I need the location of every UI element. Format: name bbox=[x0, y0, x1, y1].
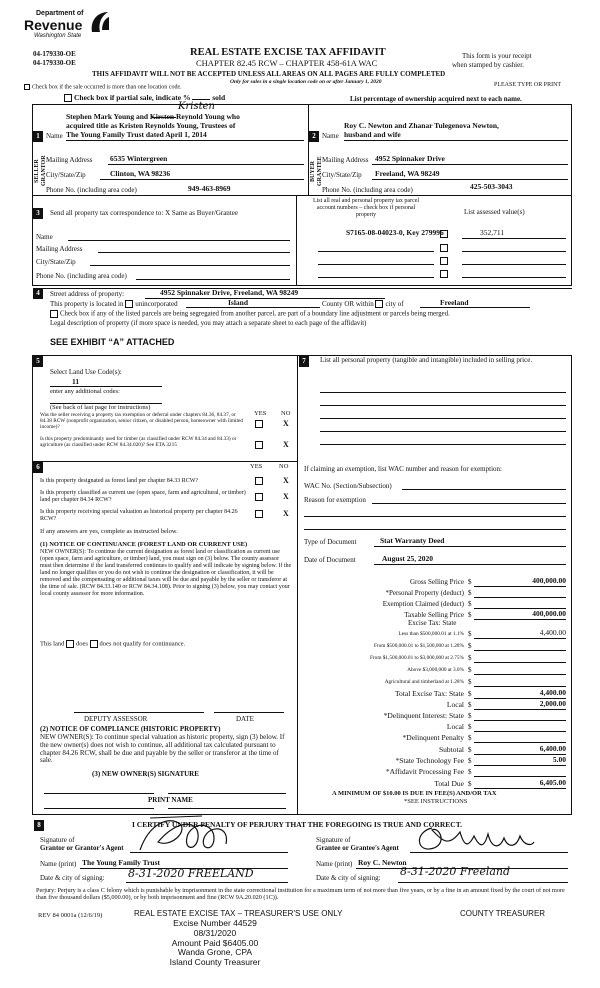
rev-number: REV 84 0001a (12/6/19) bbox=[38, 912, 103, 919]
seller-city-underline bbox=[100, 179, 304, 180]
seller-mailing-underline bbox=[108, 164, 304, 165]
bracket-underline bbox=[474, 662, 566, 663]
grantor-sig-label-1: Signature of bbox=[40, 836, 75, 844]
qualify-row: This land does does not qualify for continuance. bbox=[40, 640, 186, 648]
buyer-city[interactable]: Freeland, WA 98249 bbox=[375, 169, 440, 178]
street-label: Street address of property: bbox=[50, 290, 125, 298]
grantor-sig-label-2: Grantor or Grantor's Agent bbox=[40, 844, 124, 852]
sec6-q3-answer: X bbox=[283, 509, 289, 518]
city-underline bbox=[420, 307, 530, 308]
sec6-question-2: Is this property classified as current use (open space, farm and agricultural, or timber) land per chapter 84.34 RCW? bbox=[40, 490, 246, 503]
does-checkbox[interactable] bbox=[66, 640, 74, 648]
buyer-phone[interactable]: 425-503-3043 bbox=[470, 182, 513, 191]
bracket-label: Above $3,000,000 at 3.0% bbox=[407, 667, 464, 673]
sec6-q1-yes-box[interactable] bbox=[255, 477, 263, 485]
tax-row-dollar: $ bbox=[468, 600, 472, 608]
correspondence-city-label: City/State/Zip bbox=[36, 258, 76, 266]
seller-side-label: SELLER GRANTOR bbox=[34, 155, 47, 187]
section-number-5: 5 bbox=[33, 356, 43, 367]
county-label: County OR within city of bbox=[322, 300, 404, 308]
total-dollar: $ bbox=[468, 768, 472, 776]
buyer-name-line-2: husband and wife bbox=[344, 130, 401, 139]
grantor-name[interactable]: The Young Family Trust bbox=[82, 858, 160, 867]
land-use-label: Select Land Use Code(s): bbox=[50, 368, 122, 376]
total-underline bbox=[474, 742, 566, 743]
tax-row-dollar: $ bbox=[468, 611, 472, 619]
land-use-underline bbox=[50, 386, 162, 387]
personal-property-label: List all personal property (tangible and intangible) included in selling price. bbox=[320, 356, 533, 364]
county-underline bbox=[186, 307, 320, 308]
correspondence-city-field[interactable] bbox=[90, 265, 290, 266]
doh-logo bbox=[22, 10, 114, 44]
please-print: PLEASE TYPE OR PRINT bbox=[494, 82, 562, 88]
seller-phone[interactable]: 949-463-8969 bbox=[188, 184, 231, 193]
street-address[interactable]: 4952 Spinnaker Drive, Freeland, WA 98249 bbox=[160, 288, 299, 297]
street-underline bbox=[145, 298, 385, 299]
total-dollar: $ bbox=[468, 757, 472, 765]
total-label: Subtotal bbox=[438, 745, 464, 754]
partial-pct-field[interactable] bbox=[192, 99, 210, 100]
excise-state-label: Excise Tax: State bbox=[408, 619, 457, 627]
assessed-field-3[interactable] bbox=[462, 264, 566, 265]
list-pct-note: List percentage of ownership acquired next to each name. bbox=[350, 95, 522, 103]
stamp-line: 08/31/2020 bbox=[193, 927, 237, 938]
land-use-code[interactable]: 11 bbox=[72, 377, 80, 386]
section-number-1: 1 bbox=[33, 131, 43, 142]
logo-swoosh-icon bbox=[88, 10, 110, 34]
buyer-mailing-label: Mailing Address bbox=[322, 156, 369, 164]
total-value[interactable]: 2,000.00 bbox=[539, 699, 566, 708]
if-yes-note: If any answers are yes, complete as instructed below. bbox=[40, 528, 178, 535]
see-back-note: (See back of last page for instructions) bbox=[50, 404, 151, 411]
notice-2-title: (2) NOTICE OF COMPLIANCE (HISTORIC PROPERTY) bbox=[40, 725, 221, 733]
sec5-q2-answer: X bbox=[283, 440, 289, 449]
lower-divider bbox=[297, 355, 298, 815]
multi-location-check[interactable] bbox=[24, 84, 182, 91]
total-value[interactable]: 5.00 bbox=[552, 755, 566, 764]
print-name-field-2[interactable] bbox=[168, 808, 286, 809]
deputy-signature-field[interactable] bbox=[74, 712, 204, 713]
sec6-yes-header: YES bbox=[250, 463, 263, 470]
sec6-q2-answer: X bbox=[283, 492, 289, 501]
notice-1-title: (1) NOTICE OF CONTINUANCE (FOREST LAND OR CURRENT USE) bbox=[40, 541, 248, 548]
stamp-line: Island County Treasurer bbox=[169, 957, 261, 968]
bracket-dollar: $ bbox=[468, 678, 472, 686]
doc-type[interactable]: Stat Warranty Deed bbox=[380, 536, 445, 545]
buyer-name-label: Name bbox=[322, 132, 339, 140]
tax-row-dollar: $ bbox=[468, 589, 472, 597]
checkbox[interactable] bbox=[64, 94, 72, 102]
parcel-field-4[interactable] bbox=[318, 277, 434, 278]
segregate-checkbox[interactable] bbox=[50, 310, 58, 318]
county-name[interactable]: Island bbox=[228, 298, 249, 307]
bracket-dollar: $ bbox=[468, 666, 472, 674]
parcel-checkbox-1[interactable] bbox=[440, 230, 448, 238]
total-value[interactable]: 6,405.00 bbox=[539, 778, 566, 787]
receipt-note-1: This form is your receipt bbox=[462, 52, 532, 60]
sec6-q1-answer: X bbox=[283, 476, 289, 485]
deputy-assessor-label: DEPUTY ASSESSOR bbox=[84, 715, 148, 723]
wac-label: WAC No. (Section/Subsection) bbox=[304, 482, 392, 490]
city-name[interactable]: Freeland bbox=[440, 298, 469, 307]
sold-label: sold bbox=[212, 93, 226, 102]
parcel-checkbox-4[interactable] bbox=[440, 270, 448, 278]
total-value[interactable]: 6,400.00 bbox=[539, 744, 566, 753]
grantee-date-underline bbox=[398, 882, 568, 883]
checkbox[interactable] bbox=[24, 84, 30, 90]
bracket-label: Agricultural and timberland at 1.28% bbox=[384, 679, 464, 685]
buyer-mailing-underline bbox=[372, 164, 568, 165]
minimum-note: A MINIMUM OF $10.00 IS DUE IN FEE(S) AND/OR TAX bbox=[332, 790, 497, 797]
buyer-city-underline bbox=[372, 179, 568, 180]
assessed-header: List assessed value(s) bbox=[464, 208, 525, 216]
deputy-date-label: DATE bbox=[236, 715, 254, 723]
legal-description-label: Legal description of property (if more space is needed, you may attach a separate sheet to each page of the affidavit) bbox=[50, 320, 367, 327]
section-number-7: 7 bbox=[299, 356, 309, 367]
parcel-checkbox-3[interactable] bbox=[440, 257, 448, 265]
doc-date-underline bbox=[374, 564, 566, 565]
sec6-question-1: Is this property designated as forest land per chapter 84.33 RCW? bbox=[40, 478, 199, 484]
located-row: This property is located in unincorporated bbox=[50, 300, 178, 308]
total-underline bbox=[474, 720, 566, 721]
personal-property-line-5[interactable] bbox=[320, 444, 566, 445]
total-value[interactable]: 4,400.00 bbox=[539, 688, 566, 697]
seller-name-underline bbox=[66, 140, 304, 141]
total-label: *Delinquent Interest: State bbox=[383, 711, 464, 720]
tax-row-underline bbox=[474, 597, 566, 598]
buyer-side-label: BUYER GRANTEE bbox=[310, 156, 323, 186]
total-label: Total Excise Tax: State bbox=[394, 689, 464, 698]
seller-phone-label: Phone No. (including area code) bbox=[46, 186, 137, 194]
total-dollar: $ bbox=[468, 712, 472, 720]
deputy-date-field[interactable] bbox=[214, 712, 284, 713]
grantor-date-label: Date & city of signing: bbox=[40, 874, 105, 882]
seller-name-line-3: The Young Family Trust dated April 1, 2014 bbox=[66, 130, 207, 139]
bracket-label: Less than $500,000.01 at 1.1% bbox=[398, 631, 464, 637]
seller-city-label: City/State/Zip bbox=[46, 171, 86, 179]
sec5-yes-header: YES bbox=[254, 410, 267, 417]
tax-row-label: Gross Selling Price bbox=[409, 578, 464, 586]
form-number-2: 04-179330-OE bbox=[33, 59, 76, 67]
reason-label: Reason for exemption bbox=[304, 496, 366, 504]
doc-type-underline bbox=[374, 546, 566, 547]
seller-name-label: Name bbox=[46, 132, 63, 140]
assessed-value[interactable]: 352,711 bbox=[480, 228, 505, 237]
total-underline bbox=[474, 709, 566, 710]
grantee-signature-icon bbox=[408, 818, 548, 858]
bracket-underline bbox=[474, 638, 566, 639]
total-label: Total Due bbox=[434, 779, 464, 788]
sec6-no-header: NO bbox=[279, 463, 289, 470]
total-dollar: $ bbox=[468, 701, 472, 709]
section-divider bbox=[308, 104, 309, 196]
buyer-city-label: City/State/Zip bbox=[322, 171, 362, 179]
total-dollar: $ bbox=[468, 734, 472, 742]
bracket-label: From $1,500,000.01 to $3,000,000 at 2.75% bbox=[369, 655, 464, 661]
total-dollar: $ bbox=[468, 746, 472, 754]
personal-property-line-1[interactable] bbox=[320, 392, 566, 393]
print-name-field-1[interactable] bbox=[44, 808, 154, 809]
sec6-q2-yes-box[interactable] bbox=[255, 493, 263, 501]
form-warning: THIS AFFIDAVIT WILL NOT BE ACCEPTED UNLESS ALL AREAS ON ALL PAGES ARE FULLY COMPLETED bbox=[92, 70, 446, 78]
form-number-1: 04-179330-OE bbox=[33, 50, 76, 58]
correspondence-name-field[interactable] bbox=[68, 240, 290, 241]
assessed-field-2[interactable] bbox=[462, 251, 566, 252]
sec6-question-3: Is this property receiving special valuation as historical property per chapter 84.26 RCW? bbox=[40, 509, 238, 522]
total-underline bbox=[474, 776, 566, 777]
total-label: Local bbox=[446, 700, 464, 709]
sec5-question-2: Is this property predominantly used for timber (as classified under RCW 84.34 and 84.33) or agriculture (as classified under RCW 84.34.020)? See ETA 3215 bbox=[40, 436, 237, 449]
form-title: REAL ESTATE EXCISE TAX AFFIDAVIT bbox=[190, 47, 386, 58]
sec5-question-1: Was the seller receiving a property tax exemption or deferral under chapters 84.36, 84.37, or 84.38 RCW (nonprofit organization, senior citizen, or disabled person, homeowner with limited income)? bbox=[40, 412, 243, 431]
section-number-8: 8 bbox=[34, 820, 44, 831]
buyer-phone-label: Phone No. (including area code) bbox=[322, 186, 413, 194]
bracket-dollar: $ bbox=[468, 654, 472, 662]
grantee-name[interactable]: Roy C. Newton bbox=[358, 858, 407, 867]
grantee-sig-label-1: Signature of bbox=[316, 836, 351, 844]
receipt-note-2: when stamped by cashier. bbox=[452, 61, 524, 69]
reason-field-2[interactable] bbox=[304, 516, 566, 517]
bracket-underline bbox=[474, 674, 566, 675]
wac-field[interactable] bbox=[402, 489, 566, 490]
logo-state: Washington State bbox=[34, 33, 82, 39]
sales-note: Only for sales in a single location code on or after January 1, 2020 bbox=[230, 79, 382, 85]
new-owner-signature-field-1[interactable] bbox=[44, 793, 154, 794]
tax-row-label: Exemption Claimed (deduct) bbox=[382, 600, 464, 608]
sec5-q1-answer: X bbox=[283, 419, 289, 428]
personal-property-line-3[interactable] bbox=[320, 418, 566, 419]
section-3-divider bbox=[296, 196, 297, 286]
reason-field-3[interactable] bbox=[304, 529, 566, 530]
seller-name-line-1: Stephen Mark Young and Kirsten Reynold Young who bbox=[66, 112, 240, 121]
total-dollar: $ bbox=[468, 690, 472, 698]
correspondence-mailing-field[interactable] bbox=[98, 252, 290, 253]
correspondence-phone-label: Phone No. (including area code) bbox=[36, 272, 127, 280]
buyer-mailing[interactable]: 4952 Spinnaker Drive bbox=[375, 154, 445, 163]
bracket-dollar: $ bbox=[468, 642, 472, 650]
exhibit-note: SEE EXHIBIT “A” ATTACHED bbox=[50, 337, 175, 347]
grantee-date[interactable]: 8-31-2020 Freeland bbox=[400, 865, 511, 878]
grantor-date[interactable]: 8-31-2020 FREELAND bbox=[128, 867, 254, 880]
bracket-label: From $500,000.01 to $1,500,000 at 1.28% bbox=[373, 643, 464, 649]
multi-location-label: Check box if the sale occurred is more than one location code. bbox=[32, 84, 182, 91]
tax-row-label: Taxable Selling Price bbox=[404, 611, 464, 619]
bracket-underline bbox=[474, 686, 566, 687]
parcel-number[interactable]: S7165-08-04023-0, Key 279996 bbox=[346, 228, 444, 237]
notice-1-body: NEW OWNER(S): To continue the current designation as forest land or classification as current use (open space, farm and agriculture, or timber) land, you must sign on (3) below. The county assessor must then determine if the land transferred continues to qualify and will indicate by signing below. If the land no longer qualifies or you do not wish to continue the designation or classification, it will be removed and the compensating or additional taxes will be due and payable by the seller or transferor at the time of sale. (RCW 84.33.140 or RCW 84.34.108). Prior to signing (3) below, you may contact your local county assessor for more information. bbox=[40, 549, 292, 598]
doc-type-label: Type of Document bbox=[304, 538, 357, 546]
print-name-label: PRINT NAME bbox=[148, 796, 193, 804]
perjury-note: Perjury: Perjury is a class C felony which is punishable by imprisonment in the state correctional institution for a maximum term of not more than five years, or by a fine in an amount fixed by the court of not more than five thousand dollars ($5,000.00), or by both imprisonment and fine (RCW 9A.20.020 (1C)). bbox=[36, 887, 565, 902]
stamp-line: Excise Number 44529 bbox=[173, 918, 257, 928]
grantor-name-label: Name (print) bbox=[40, 860, 77, 868]
see-instructions-note: *SEE INSTRUCTIONS bbox=[404, 798, 468, 805]
city-checkbox[interactable] bbox=[375, 300, 383, 308]
section-number-6: 6 bbox=[33, 462, 43, 473]
treasurer-stamp bbox=[140, 919, 290, 968]
total-label: *Delinquent Penalty bbox=[402, 733, 464, 742]
doc-date-label: Date of Document bbox=[304, 556, 356, 564]
reason-field-1[interactable] bbox=[372, 503, 566, 504]
correspondence-label: Send all property tax correspondence to: X Same as Buyer/Grantee bbox=[50, 209, 238, 217]
segregate-row: Check box if any of the listed parcels are being segregated from another parcel, are part of a boundary line adjustment or parcels being merged. bbox=[50, 310, 450, 318]
bracket-dollar: $ bbox=[468, 630, 472, 638]
form-subtitle: CHAPTER 82.45 RCW – CHAPTER 458-61A WAC bbox=[196, 58, 378, 68]
seller-city[interactable]: Clinton, WA 98236 bbox=[110, 169, 171, 178]
personal-property-line-2[interactable] bbox=[320, 405, 566, 406]
buyer-name-line-1: Roy C. Newton and Zhanar Tulegenova Newton, bbox=[344, 121, 499, 130]
handwritten-correction: Kristen bbox=[178, 101, 215, 112]
personal-property-line-4[interactable] bbox=[320, 431, 566, 432]
tax-row-value[interactable]: 400,000.00 bbox=[532, 609, 566, 618]
additional-codes-label: enter any additional codes: bbox=[50, 388, 120, 395]
sec5-q1-yes-box[interactable] bbox=[255, 420, 263, 428]
section-6-divider bbox=[32, 461, 297, 462]
total-dollar: $ bbox=[468, 780, 472, 788]
tax-row-underline bbox=[474, 586, 566, 587]
tax-row-dollar: $ bbox=[468, 578, 472, 586]
grantee-sig-label-2: Grantee or Grantee's Agent bbox=[316, 844, 399, 852]
correspondence-name-label: Name bbox=[36, 233, 53, 241]
strikethrough bbox=[152, 117, 176, 118]
seller-name-line-2: acquired title as Kristen Reynolds Young, Trustees of bbox=[66, 121, 236, 130]
parcel-header: List all real and personal property tax parcel account numbers – check box if personal property bbox=[312, 198, 420, 219]
grantor-date-underline bbox=[126, 882, 288, 883]
logo-revenue: Revenue bbox=[24, 17, 83, 33]
total-underline bbox=[474, 788, 566, 789]
grantee-date-label: Date & city of signing: bbox=[316, 874, 381, 882]
total-dollar: $ bbox=[468, 723, 472, 731]
unincorporated-checkbox[interactable] bbox=[125, 300, 133, 308]
correspondence-mailing-label: Mailing Address bbox=[36, 245, 83, 253]
does-not-checkbox[interactable] bbox=[90, 640, 98, 648]
new-owner-signature-field-2[interactable] bbox=[168, 793, 286, 794]
section-number-2: 2 bbox=[309, 131, 319, 142]
partial-sale-label: Check box if partial sale, indicate % bbox=[74, 93, 191, 102]
sec5-q2-yes-box[interactable] bbox=[255, 441, 263, 449]
total-underline bbox=[474, 765, 566, 766]
doc-date[interactable]: August 25, 2020 bbox=[382, 554, 434, 563]
parcel-field-2[interactable] bbox=[318, 251, 434, 252]
section-number-3: 3 bbox=[33, 208, 43, 219]
treasurer-use-label: REAL ESTATE EXCISE TAX – TREASURER'S USE ONLY bbox=[134, 909, 343, 918]
total-label: *Affidavit Processing Fee bbox=[385, 767, 464, 776]
seller-mailing[interactable]: 6535 Wintergreen bbox=[110, 154, 168, 163]
parcel-field-3[interactable] bbox=[318, 264, 434, 265]
tax-row-label: *Personal Property (deduct) bbox=[385, 589, 464, 597]
grantor-signature-icon bbox=[130, 812, 270, 858]
correspondence-phone-field[interactable] bbox=[136, 279, 290, 280]
tax-row-value[interactable]: 400,000.00 bbox=[532, 576, 566, 585]
county-treasurer-label: COUNTY TREASURER bbox=[460, 909, 546, 918]
grantee-name-label: Name (print) bbox=[316, 860, 353, 868]
total-label: *State Technology Fee bbox=[395, 756, 464, 765]
total-underline bbox=[474, 731, 566, 732]
sec5-no-header: NO bbox=[281, 410, 291, 417]
sec6-q3-yes-box[interactable] bbox=[255, 510, 263, 518]
section-number-4: 4 bbox=[33, 288, 43, 299]
bracket-value[interactable]: 4,400.00 bbox=[539, 628, 566, 637]
parcel-checkbox-2[interactable] bbox=[440, 244, 448, 252]
bracket-underline bbox=[474, 650, 566, 651]
assessed-underline bbox=[462, 238, 566, 239]
exemption-claim-label: If claiming an exemption, list WAC number and reason for exemption: bbox=[304, 465, 502, 473]
total-label: Local bbox=[446, 722, 464, 731]
notice-2-body: NEW OWNER(S): To continue special valuation as historic property, sign (3) below. If the new owner(s) does not wish to continue, all additional tax calculated pursuant to chapter 84.26 RCW, shall be due and payable by the seller or transferor at the time of sale. bbox=[40, 733, 285, 765]
new-owner-signature-label: (3) NEW OWNER(S) SIGNATURE bbox=[92, 770, 199, 778]
stamp-line: Wanda Grone, CPA bbox=[177, 947, 253, 958]
assessed-field-4[interactable] bbox=[462, 277, 566, 278]
logo-dept: Department of bbox=[36, 10, 84, 17]
stamp-line: Amount Paid $6405.00 bbox=[171, 937, 259, 948]
buyer-name-underline bbox=[344, 140, 568, 141]
seller-mailing-row: Mailing Address bbox=[46, 156, 93, 164]
tax-row-underline bbox=[474, 619, 566, 620]
certify-statement: I CERTIFY UNDER PENALTY OF PERJURY THAT THE FOREGOING IS TRUE AND CORRECT. bbox=[132, 820, 463, 829]
section-4-bar bbox=[43, 288, 572, 289]
